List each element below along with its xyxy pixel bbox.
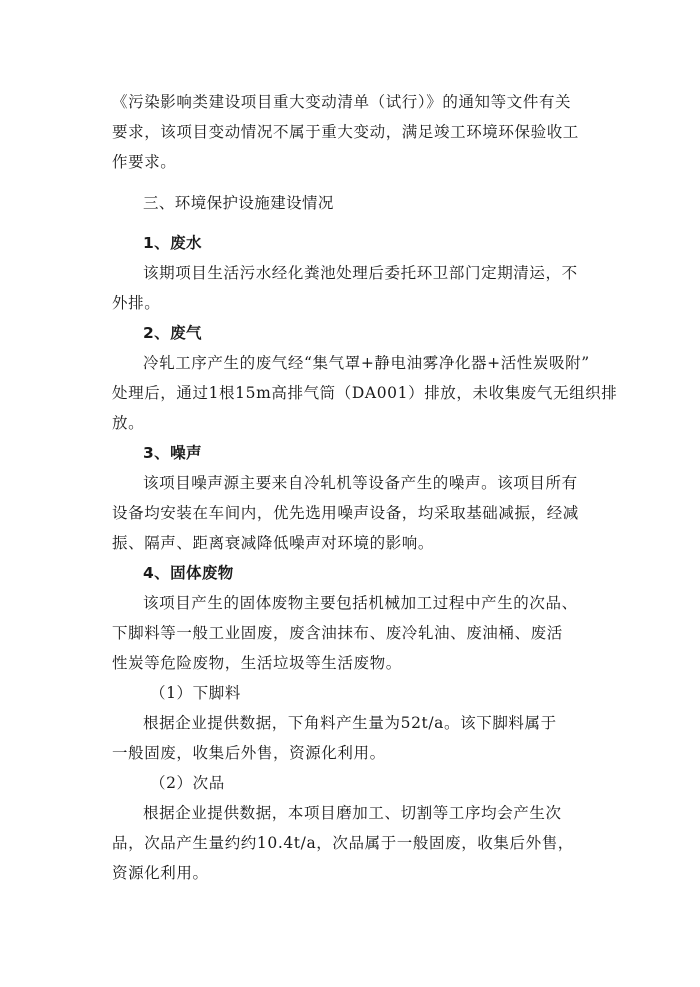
paragraph-line: 振、隔声、距离衰减降低噪声对环境的影响。 (112, 534, 435, 552)
paragraph-line: 设备均安装在车间内，优先选用噪声设备，均采取基础减振，经减 (112, 504, 579, 522)
paragraph-line: 冷轧工序产生的废气经“集气罩+静电油雾净化器+活性炭吸附” (143, 354, 590, 372)
intro-line: 作要求。 (112, 153, 177, 171)
paragraph-line: 下脚料等一般工业固废，废含油抹布、废冷轧油、废油桶、废活 (112, 624, 563, 642)
intro-line: 《污染影响类建设项目重大变动清单（试行）》的通知等文件有关 (112, 93, 572, 111)
subsection-heading-exhaust-gas: 2、废气 (143, 324, 202, 342)
paragraph-line: 品，次品产生量约约10.4t/a，次品属于一般固废，收集后外售， (112, 834, 574, 852)
paragraph-line: 资源化利用。 (112, 864, 209, 882)
item-label-defective: （2）次品 (150, 774, 225, 792)
paragraph-line: 该项目噪声源主要来自冷轧机等设备产生的噪声。该项目所有 (143, 474, 578, 492)
intro-line: 要求，该项目变动情况不属于重大变动，满足竣工环境环保验收工 (112, 123, 579, 141)
section-title: 三、环境保护设施建设情况 (143, 194, 334, 212)
paragraph-line: 放。 (112, 414, 145, 432)
subsection-heading-solid-waste: 4、固体废物 (143, 564, 234, 582)
paragraph-line: 外排。 (112, 294, 161, 312)
paragraph-line: 该项目产生的固体废物主要包括机械加工过程中产生的次品、 (143, 594, 578, 612)
paragraph-line: 一般固废，收集后外售，资源化利用。 (112, 744, 386, 762)
paragraph-line: 根据企业提供数据，本项目磨加工、切割等工序均会产生次 (143, 804, 562, 822)
paragraph-line: 根据企业提供数据，下角料产生量为52t/a。该下脚料属于 (143, 714, 557, 732)
subsection-heading-wastewater: 1、废水 (143, 234, 202, 252)
item-label-scraps: （1）下脚料 (150, 684, 241, 702)
paragraph-line: 处理后，通过1根15m高排气筒（DA001）排放，未收集废气无组织排 (112, 384, 618, 402)
paragraph-line: 该期项目生活污水经化粪池处理后委托环卫部门定期清运，不 (143, 264, 578, 282)
paragraph-line: 性炭等危险废物，生活垃圾等生活废物。 (112, 654, 402, 672)
subsection-heading-noise: 3、噪声 (143, 444, 202, 462)
